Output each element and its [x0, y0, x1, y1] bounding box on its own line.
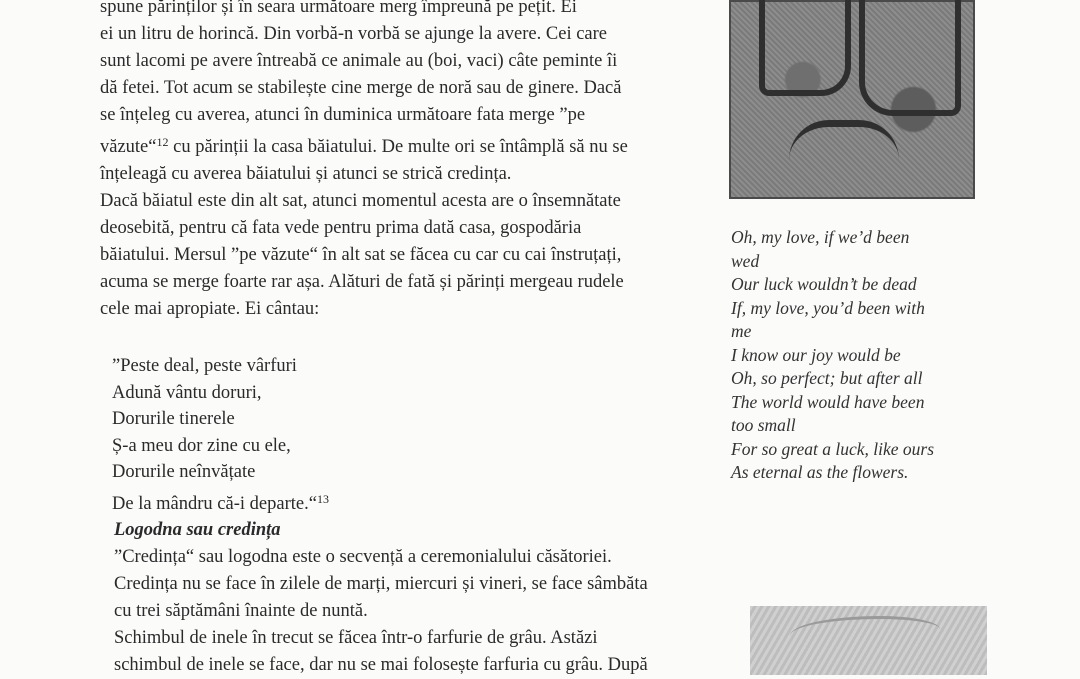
poem-line: Adună vântu doruri, [112, 382, 262, 403]
footnote-ref-13: 13 [316, 491, 329, 506]
text-line: cu trei săptămâni înainte de nuntă. [114, 601, 368, 621]
text-line: băiatului. Mersul ”pe văzute“ în alt sat se făcea cu car cu cai înstruțați, [100, 245, 622, 265]
text-fragment: cu părinții la casa băiatului. De multe ori se întâmplă să nu se [168, 137, 628, 157]
english-poem [731, 226, 976, 485]
text-line: Credința nu se face în zilele de marți, miercuri și vineri, se face sâmbăta [114, 574, 648, 594]
footnote-ref-12: 12 [156, 135, 169, 149]
text-line-with-footnote [100, 129, 730, 161]
section-heading: Logodna sau credința [114, 520, 281, 540]
poem-line [112, 486, 730, 518]
photo-detail [789, 120, 899, 187]
photo-detail [859, 0, 961, 116]
text-line: Schimbul de inele în trecut se făcea într-o farfurie de grâu. Astăzi [114, 628, 598, 648]
photo-detail [759, 0, 851, 96]
text-line: schimbul de inele se face, dar nu se mai folosește farfuria cu grâu. După [114, 655, 648, 675]
text-fragment: văzute“ [100, 137, 157, 157]
photo-fabric-detail [750, 606, 987, 675]
poem-line: I know our joy would be [731, 344, 901, 365]
poem-line: Oh, so perfect; but after all [731, 368, 923, 388]
text-line: ei un litru de horincă. Din vorbă-n vorbă se ajunge la avere. Cei care [100, 24, 607, 44]
poem-line: wed [731, 250, 760, 271]
text-line: Dacă băiatul este din alt sat, atunci momentul acesta are o însemnătate [100, 191, 621, 211]
text-line: ”Credința“ sau logodna este o secvență a ceremonialului căsătoriei. [114, 547, 612, 567]
poem-line: As eternal as the flowers. [731, 462, 909, 482]
text-line: cele mai apropiate. Ei cântau: [100, 299, 320, 319]
poem-line: too small [731, 415, 796, 435]
poem-line: Dorurile tinerele [112, 409, 235, 429]
poem-line: Dorurile neînvățate [112, 462, 256, 482]
poem-line: me [731, 321, 752, 341]
poem-line: ”Peste deal, peste vârfuri [112, 356, 297, 376]
romanian-poem [100, 353, 730, 517]
photo-embroidered-garment [729, 0, 975, 199]
text-line: acuma se merge foarte rar așa. Alături de fată și părinți mergeau rudele [100, 272, 624, 292]
section-body [100, 544, 730, 679]
photo-detail [790, 616, 940, 649]
poem-line: Ș-a meu dor zine cu ele, [112, 435, 291, 456]
text-line: înțeleagă cu averea băiatului și atunci se strică credința. [100, 164, 512, 184]
text-line: deosebită, pentru că fata vede pentru prima dată casa, gospodăria [100, 218, 582, 238]
text-line: se înțeleg cu averea, atunci în duminica următoare fata merge ”pe [100, 105, 586, 125]
poem-line: Our luck wouldn’t be dead [731, 274, 917, 294]
poem-line: Oh, my love, if we’d been [731, 227, 910, 247]
main-text-column [100, 0, 730, 679]
poem-line: The world would have been [731, 391, 925, 412]
text-line: spune părinților și în seara următoare merg împreună pe pețit. Ei [100, 0, 577, 17]
poem-fragment: De la mândru că-i departe.“ [112, 493, 317, 514]
poem-line: If, my love, you’d been with [731, 297, 925, 318]
poem-line: For so great a luck, like ours [731, 438, 935, 459]
text-line: sunt lacomi pe avere întreabă ce animale au (boi, vaci) câte peminte îi [100, 51, 618, 71]
text-line: dă fetei. Tot acum se stabilește cine merge de noră sau de ginere. Dacă [100, 78, 622, 98]
